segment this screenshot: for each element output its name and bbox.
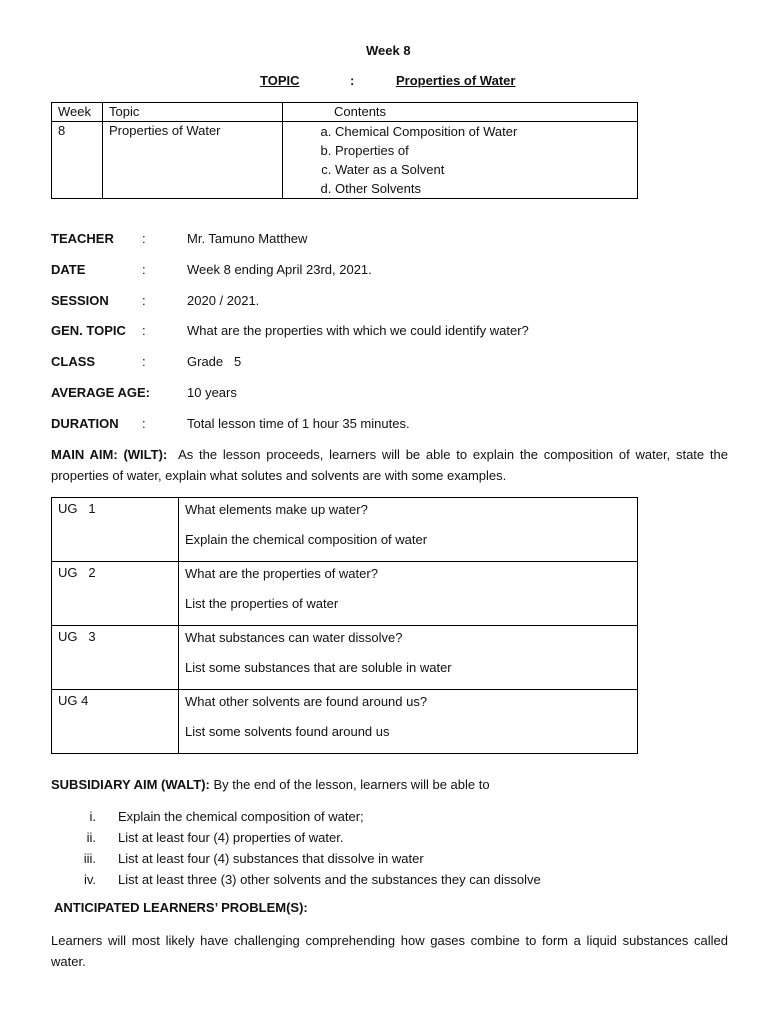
ug-content — [179, 690, 638, 754]
info-label: TEACHER — [51, 231, 114, 246]
main-aim-text: As the lesson proceeds, learners will be able to explain the composition of water, state the properties of water, explain what solutes and solvents are with some examples. — [51, 447, 729, 483]
list-number: iv. — [83, 872, 96, 887]
ug-question: What substances can water dissolve? — [185, 630, 403, 645]
table-row — [52, 626, 638, 690]
info-value: Grade 5 — [187, 354, 242, 369]
info-colon: : — [142, 354, 146, 369]
table-row — [52, 690, 638, 754]
list-item: d. Other Solvents — [335, 179, 631, 198]
header-topic: Topic — [103, 103, 283, 122]
ug-content — [179, 498, 638, 562]
topic-value: Properties of Water — [396, 73, 516, 88]
list-number: i. — [89, 809, 96, 824]
table-header-row — [52, 103, 638, 122]
info-label: GEN. TOPIC — [51, 323, 126, 338]
info-label: AVERAGE AGE: — [51, 385, 150, 400]
ug-task: List the properties of water — [185, 596, 339, 611]
main-aim-paragraph — [51, 444, 728, 486]
info-value: What are the properties with which we could identify water? — [187, 323, 529, 338]
info-value: Total lesson time of 1 hour 35 minutes. — [187, 416, 410, 431]
anticipated-text: Learners will most likely have challenging comprehending how gases combine to form a liquid substances called water. — [51, 933, 728, 969]
list-text: List at least four (4) substances that dissolve in water — [118, 851, 424, 866]
main-aim-label: MAIN AIM: (WILT): — [51, 447, 168, 462]
subsidiary-aim-line — [51, 777, 490, 792]
list-text: List at least four (4) properties of water. — [118, 830, 344, 845]
info-label: DATE — [51, 262, 86, 277]
contents-list — [301, 122, 631, 198]
ug-label: UG 1 — [52, 498, 179, 562]
list-text: Explain the chemical composition of water; — [118, 809, 364, 824]
info-colon: : — [142, 323, 146, 338]
anticipated-heading: ANTICIPATED LEARNERS’ PROBLEM(S): — [54, 900, 308, 915]
info-label: SESSION — [51, 293, 109, 308]
table-row — [52, 498, 638, 562]
table-row — [52, 122, 638, 199]
ug-table — [51, 497, 638, 754]
info-colon: : — [142, 262, 146, 277]
info-colon: : — [142, 231, 146, 246]
subsidiary-aim-intro: By the end of the lesson, learners will be able to — [213, 777, 490, 792]
header-contents: Contents — [283, 103, 638, 122]
ug-question: What elements make up water? — [185, 502, 368, 517]
header-week: Week — [52, 103, 103, 122]
info-value: 2020 / 2021. — [187, 293, 260, 308]
ug-question: What are the properties of water? — [185, 566, 378, 581]
subsidiary-aim-label: SUBSIDIARY AIM (WALT): — [51, 777, 210, 792]
week-table — [51, 102, 638, 199]
cell-topic: Properties of Water — [103, 122, 283, 199]
list-number: ii. — [86, 830, 96, 845]
list-item: b. Properties of — [335, 141, 631, 160]
cell-week: 8 — [52, 122, 103, 199]
ug-task: List some solvents found around us — [185, 724, 390, 739]
list-item: c. Water as a Solvent — [335, 160, 631, 179]
cell-contents — [283, 122, 638, 199]
ug-task: List some substances that are soluble in water — [185, 660, 452, 675]
list-item: a. Chemical Composition of Water — [335, 122, 631, 141]
week-heading: Week 8 — [366, 43, 411, 58]
info-colon: : — [142, 416, 146, 431]
ug-content — [179, 562, 638, 626]
topic-label: TOPIC — [260, 73, 300, 88]
ug-question: What other solvents are found around us? — [185, 694, 428, 709]
topic-colon: : — [350, 73, 355, 88]
info-label: DURATION — [51, 416, 119, 431]
ug-content — [179, 626, 638, 690]
table-row — [52, 562, 638, 626]
info-value: Week 8 ending April 23rd, 2021. — [187, 262, 372, 277]
list-number: iii. — [83, 851, 96, 866]
info-value: 10 years — [187, 385, 237, 400]
ug-label: UG 3 — [52, 626, 179, 690]
info-label: CLASS — [51, 354, 96, 369]
ug-label: UG 2 — [52, 562, 179, 626]
list-text: List at least three (3) other solvents and the substances they can dissolve — [118, 872, 541, 887]
ug-label: UG 4 — [52, 690, 179, 754]
ug-task: Explain the chemical composition of water — [185, 532, 428, 547]
info-value: Mr. Tamuno Matthew — [187, 231, 308, 246]
info-colon: : — [142, 293, 146, 308]
